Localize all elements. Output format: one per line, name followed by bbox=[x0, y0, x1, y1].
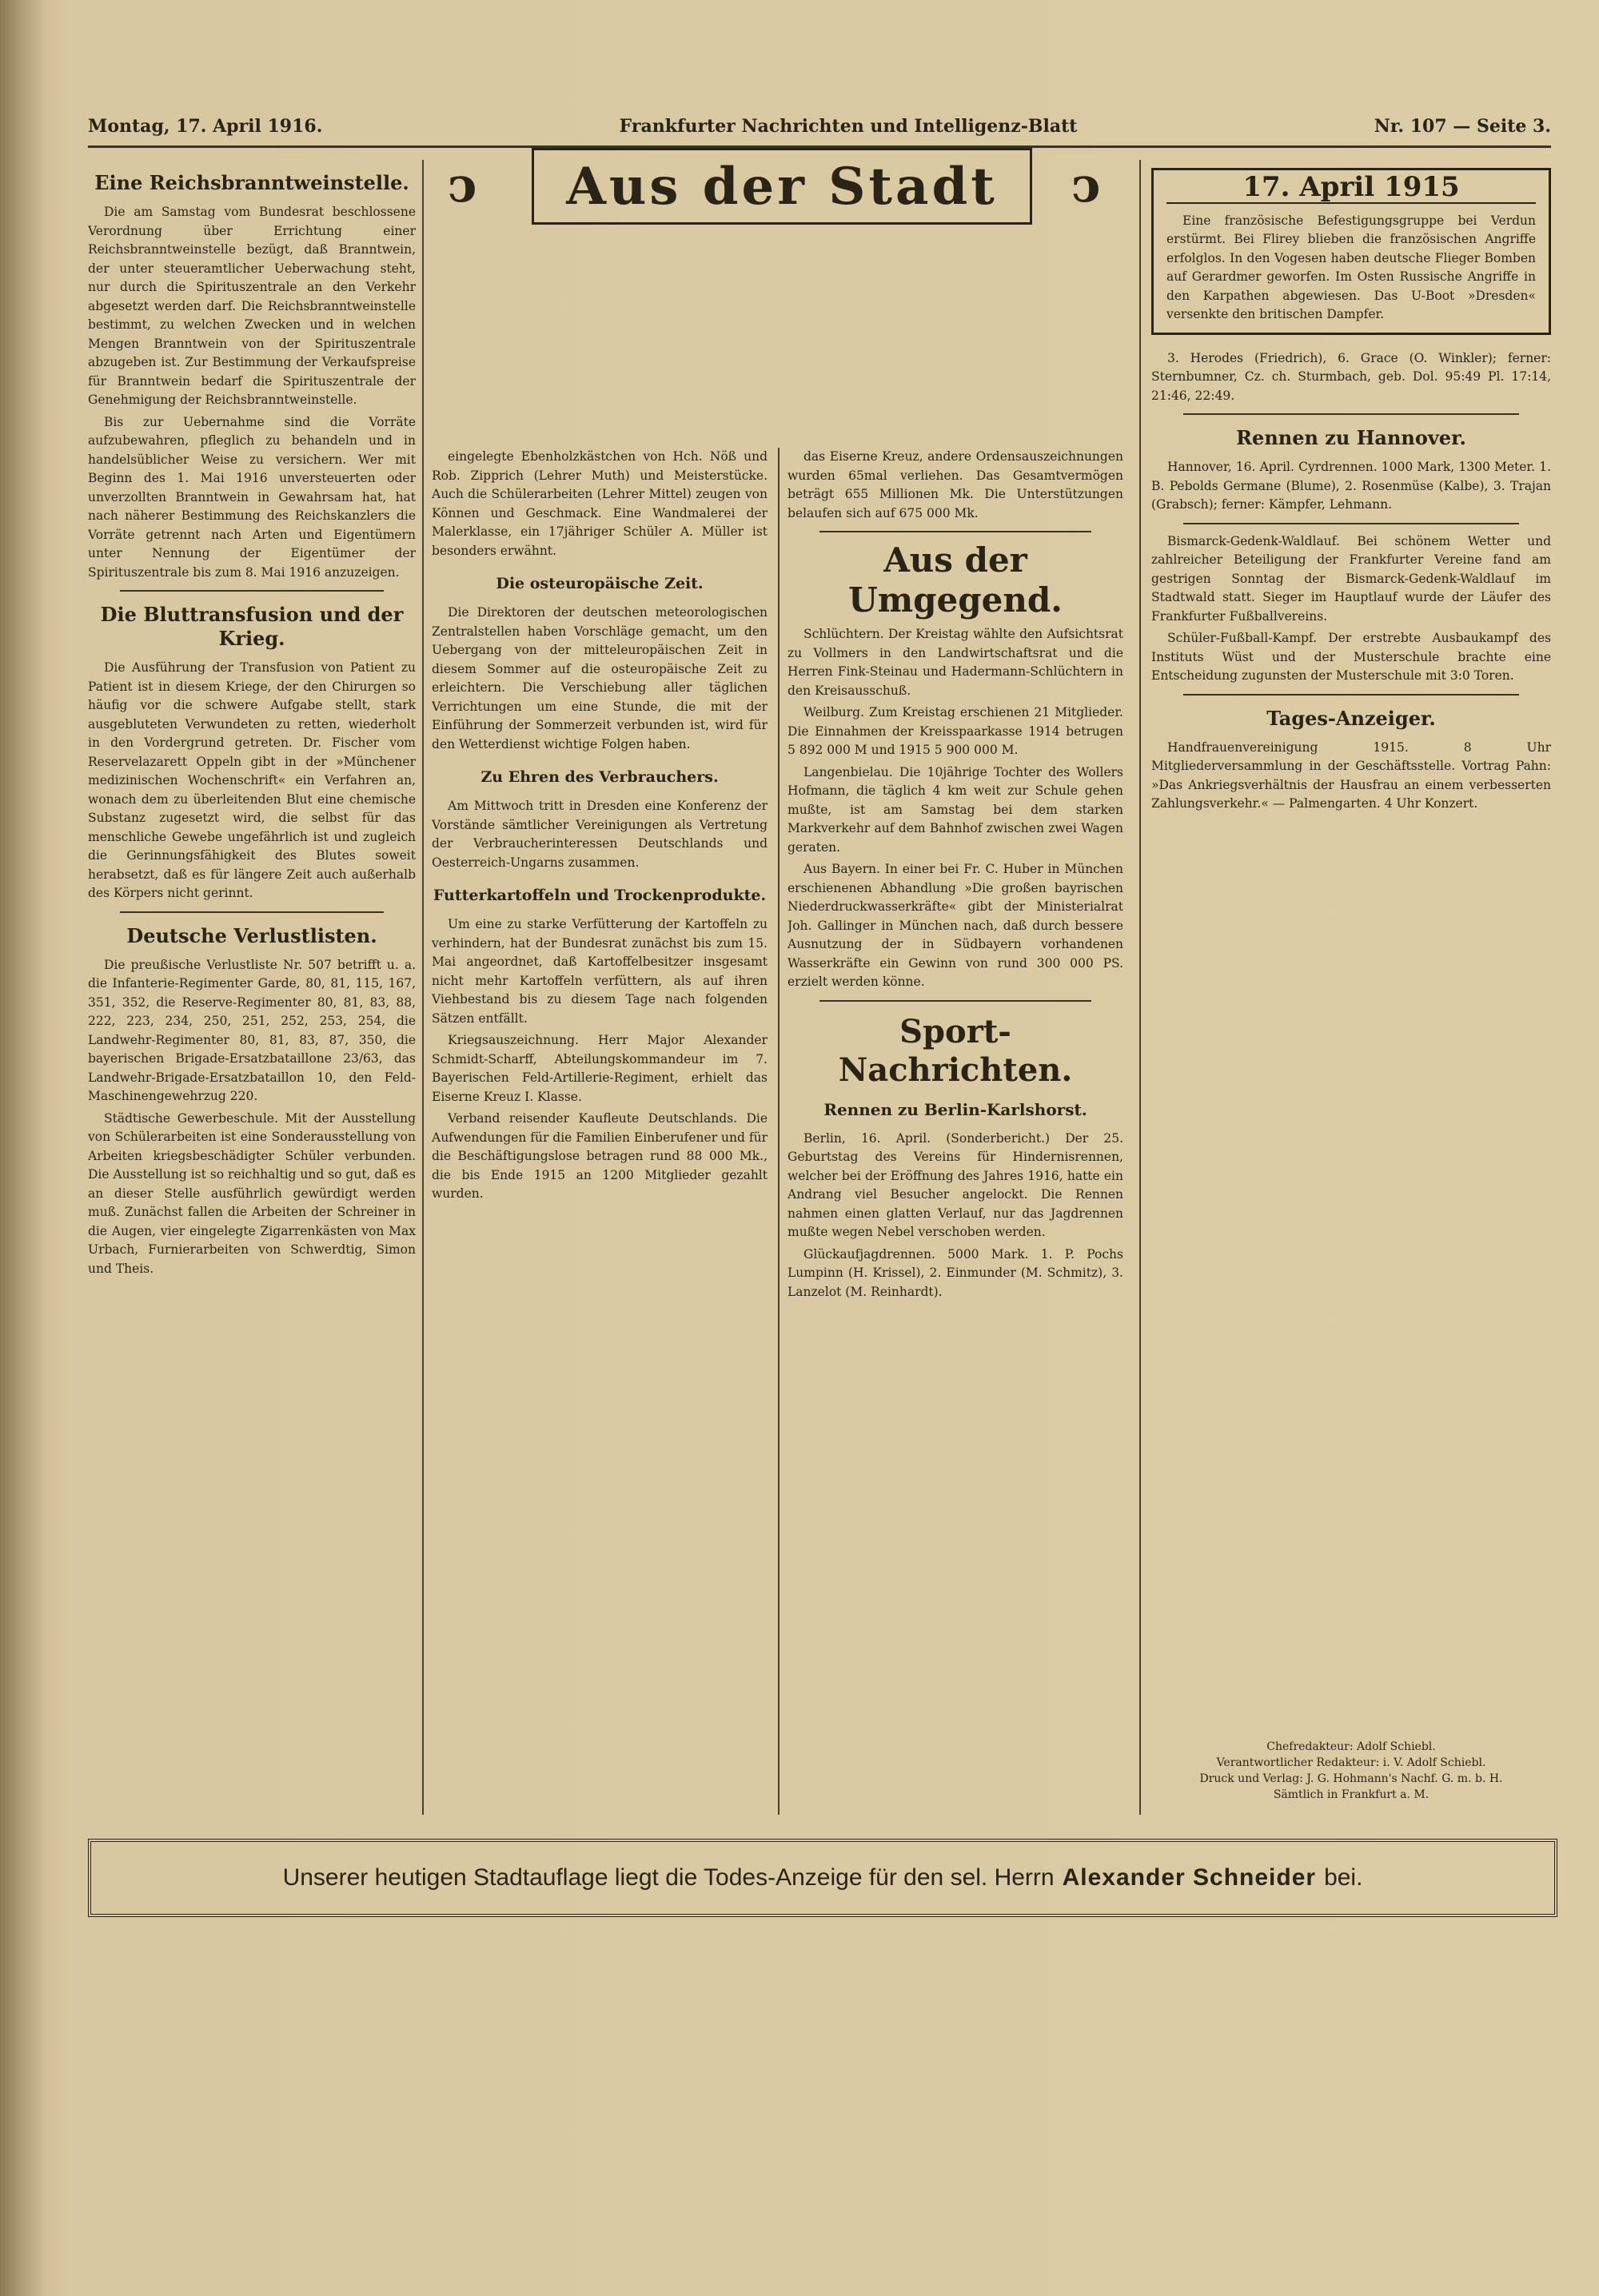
masthead-frame bbox=[532, 148, 1032, 225]
article-headline: Die Bluttransfusion und der Krieg. bbox=[100, 603, 404, 650]
anniversary-date: 17. April 1915 bbox=[1166, 178, 1536, 204]
section-divider bbox=[1183, 413, 1519, 415]
imprint-line: Verantwortlicher Redakteur: i. V. Adolf Schiebl. bbox=[1216, 1756, 1486, 1769]
banner-text-end: bei. bbox=[1324, 1864, 1363, 1891]
column-2 bbox=[432, 448, 768, 1815]
column-rule bbox=[778, 448, 780, 1815]
article-headline: Zu Ehren des Verbrauchers. bbox=[480, 768, 719, 786]
article-headline: Die osteuropäische Zeit. bbox=[496, 575, 704, 592]
article-paragraph: Langenbielau. Die 10jährige Tochter des Wollers Hofmann, die täglich 4 km weit zur Schule gehen mußte, ist am Samstag bei dem starken Markverkehr auf dem Bahnhof zwischen zwei Wagen geraten. bbox=[788, 764, 1123, 855]
header-issue: Nr. 107 — Seite 3. bbox=[1374, 116, 1551, 137]
article-paragraph: Berlin, 16. April. (Sonderbericht.) Der 25. Geburtstag des Vereins für Hindernisrennen, welcher bei der Eröffnung des Jahres 1916, hatte ein Andrang viel Besucher angelockt. Die Rennen nahmen einen glatten Verlauf, nur das Jagdrennen mußte wegen Nebel verschoben werden. bbox=[788, 1130, 1123, 1239]
article-headline: Tages-Anzeiger. bbox=[1266, 706, 1436, 730]
article-paragraph: Bis zur Uebernahme sind die Vorräte aufzubewahren, pfleglich zu behandeln und in handelsüblicher Weise zu versichern. Wer mit Beginn des 1. Mai 1916 unversteuerten oder unverzollten Branntwein in Gewahrsam hat, hat nach näherer Bestimmung des Reichskanzlers die Vorräte getrennt nach Arten und Eigentümern unter Nennung der Eigentümer der Spirituszentrale bis zum 8. Mai 1916 anzuzeigen. bbox=[88, 414, 416, 580]
article-paragraph: Kriegsauszeichnung. Herr Major Alexander Schmidt-Scharff, Abteilungskommandeur im 7. Bayerischen Feld-Artillerie-Regiment, erhielt das Eiserne Kreuz I. Klasse. bbox=[432, 1033, 768, 1104]
imprint bbox=[1151, 1739, 1551, 1803]
section-masthead bbox=[432, 148, 1135, 412]
section-divider bbox=[819, 1000, 1091, 1002]
section-divider bbox=[1183, 523, 1519, 524]
imprint-line: Sämtlich in Frankfurt a. M. bbox=[1273, 1788, 1430, 1801]
article-paragraph: Am Mittwoch tritt in Dresden eine Konferenz der Vorstände sämtlicher Vereinigungen als Vertretung der Verbraucherinteressen Deutschlands und Oesterreich-Ungarns zusammen. bbox=[432, 799, 768, 870]
article-subheadline: Rennen zu Berlin-Karlshorst. bbox=[823, 1099, 1087, 1119]
section-divider bbox=[120, 590, 384, 592]
ornament-left-icon: ↄ bbox=[448, 157, 477, 213]
death-notice-banner bbox=[88, 1839, 1557, 1917]
article-headline: Futterkartoffeln und Trockenprodukte. bbox=[433, 887, 767, 904]
article-headline: Deutsche Verlustlisten. bbox=[126, 923, 377, 947]
article-paragraph: Die Direktoren der deutschen meteorologischen Zentralstellen haben Vorschläge gemacht, um den Uebergang von der mitteleuropäischen Zeit in diesem Sommer auf die osteuropäische Zeit zu erleichtern. Die Verschiebung aller täglichen Verrichtungen um eine Stunde, die mit der Einführung der Sommerzeit verbunden ist, wird für den Wetterdienst wichtige Folgen haben. bbox=[432, 605, 768, 751]
article-paragraph: Aus Bayern. In einer bei Fr. C. Huber in München erschienenen Abhandlung »Die großen bayrischen Niederdruckwasserkräfte« gibt der Ministerialrat Joh. Gallinger in München nach, daß durch bessere Ausnutzung der in Südbayern vorhandenen Wasserkräfte ein Gewinn von rund 300 000 PS. erzielt werden könne. bbox=[788, 862, 1123, 989]
anniversary-box bbox=[1151, 168, 1551, 335]
page-binding-edge bbox=[0, 0, 44, 2296]
section-title: Aus der Stadt bbox=[566, 156, 998, 217]
column-3 bbox=[788, 448, 1123, 1815]
article-paragraph: Die preußische Verlustliste Nr. 507 betrifft u. a. die Infanterie-Regimenter Garde, 80, 81, 115, 167, 351, 352, die Reserve-Regimenter 80, 81, 83, 88, 222, 223, 234, 250, 251, 252, 253, 254, die Landwehr-Regimenter 80, 81, 83, 87, 350, die bayerischen Brigade-Ersatzbataillone 23/63, das Landwehr-Brigade-Ersatzbataillon 10, den Feld-Maschinengewehrzug 220. bbox=[88, 957, 416, 1103]
column-rule bbox=[422, 160, 424, 1815]
article-paragraph: Handfrauenvereinigung 1915. 8 Uhr Mitgliederversammlung in der Geschäftsstelle. Vortrag Pahn: »Das Ankriegsverhältnis der Hausfrau an einem verbesserten Zahlungsverkehr.« — Palmengarten. 4 Uhr Konzert. bbox=[1151, 739, 1551, 811]
banner-text: Unserer heutigen Stadtauflage liegt die Todes-Anzeige für den sel. Herrn bbox=[282, 1864, 1055, 1891]
article-paragraph: 3. Herodes (Friedrich), 6. Grace (O. Winkler); ferner: Sternbumner, Cz. ch. Sturmbach, geb. Dol. 95:49 Pl. 17:14, 21:46, 22:49. bbox=[1151, 350, 1551, 403]
header-paper-name: Frankfurter Nachrichten und Intelligenz-Blatt bbox=[619, 116, 1078, 137]
ornament-right-icon: ↄ bbox=[1071, 157, 1101, 213]
article-paragraph: Bismarck-Gedenk-Waldlauf. Bei schönem Wetter und zahlreicher Beteiligung der Frankfurter Vereine fand am gestrigen Sonntag der Bismarck-Gedenk-Waldlauf im Stadtwald statt. Sieger im Hauptlauf wurde der Läufer des Frankfurter Fußballvereins. bbox=[1151, 533, 1551, 624]
article-paragraph: Die Ausführung der Transfusion von Patient zu Patient ist in diesem Kriege, der den Chirurgen so häufig vor die schwere Aufgabe stellt, stark ausgebluteten Verwundeten zu retten, wiederholt in den Vordergrund getreten. Dr. Fischer vom Reservelazarett Oppeln gibt in der »Münchener medizinischen Wochenschrift« ein Verfahren an, wonach dem zu überleitenden Blut eine chemische Substanz zugesetzt wird, die selbst für das menschliche Gewebe ungefährlich ist und zugleich die Gerinnungsfähigkeit des Blutes soweit herabsetzt, daß es für längere Zeit auch außerhalb des Körpers nicht gerinnt. bbox=[88, 660, 416, 900]
article-headline: Rennen zu Hannover. bbox=[1236, 426, 1466, 449]
running-head bbox=[88, 110, 1551, 148]
section-divider bbox=[120, 911, 384, 913]
header-date: Montag, 17. April 1916. bbox=[88, 116, 323, 137]
article-paragraph: Schlüchtern. Der Kreistag wählte den Aufsichtsrat zu Vollmers in den Landwirtschaftsrat und die Herren Fink-Steinau und Hadermann-Schlüchtern in den Kreisausschuß. bbox=[788, 627, 1123, 698]
article-paragraph: Glückaufjagdrennen. 5000 Mark. 1. P. Pochs Lumpinn (H. Krissel), 2. Einmunder (M. Schmitz), 3. Lanzelot (M. Reinhardt). bbox=[788, 1246, 1123, 1299]
imprint-line: Druck und Verlag: J. G. Hohmann's Nachf. G. m. b. H. bbox=[1199, 1772, 1503, 1785]
section-divider bbox=[1183, 694, 1519, 696]
column-rule bbox=[1139, 160, 1141, 1815]
section-divider bbox=[819, 531, 1091, 532]
banner-name: Alexander Schneider bbox=[1062, 1864, 1317, 1891]
imprint-line: Chefredakteur: Adolf Schiebl. bbox=[1266, 1740, 1436, 1753]
article-paragraph: Die am Samstag vom Bundesrat beschlossene Verordnung über Errichtung einer Reichsbranntweinstelle bezügt, daß Branntwein, der unter steueramtlicher Ueberwachung steht, nur durch die Spirituszentrale an den Verkehr abgesetzt werden darf. Die Reichsbranntweinstelle bestimmt, zu welchen Zwecken und in welchen Mengen Branntwein von der Spirituszentrale abzugeben ist. Zur Bestimmung der Verkaufspreise für Branntwein bedarf die Spirituszentrale der Genehmigung der Reichsbranntweinstelle. bbox=[88, 205, 416, 407]
article-paragraph: das Eiserne Kreuz, andere Ordensauszeichnungen wurden 65mal verliehen. Das Gesamtvermögen beträgt 655 Millionen Mk. Die Unterstützungen belaufen sich auf 675 000 Mk. bbox=[788, 449, 1123, 520]
article-paragraph: Hannover, 16. April. Cyrdrennen. 1000 Mark, 1300 Meter. 1. B. Pebolds Germane (Blume), 2. Rosenmüse (Kalbe), 3. Trajan (Grabsch); ferner: Kämpfer, Lehmann. bbox=[1151, 460, 1551, 512]
article-headline: Eine Reichsbranntweinstelle. bbox=[94, 171, 409, 194]
article-paragraph: Verband reisender Kaufleute Deutschlands. Die Aufwendungen für die Familien Einberufener und für die Beschäftigungslose betragen rund 88 000 Mk., die bis Ende 1915 an 1200 Mitglieder gezahlt wurden. bbox=[432, 1111, 768, 1201]
article-paragraph: Städtische Gewerbeschule. Mit der Ausstellung von Schülerarbeiten ist eine Sonderausstellung von Arbeiten kriegsbeschädigter Schüler verbunden. Die Ausstellung ist so reichhaltig und so gut, daß es an dieser Stelle ausführlich gewürdigt werden muß. Zunächst fallen die Arbeiten der Schreiner in die Augen, vier eingelegte Zigarrenkästen von Max Urbach, Furnierarbeiten von Schwerdtig, Simon und Theis. bbox=[88, 1110, 416, 1276]
column-1 bbox=[88, 160, 416, 1815]
article-paragraph: eingelegte Ebenholzkästchen von Hch. Nöß und Rob. Zipprich (Lehrer Muth) und Meisterstücke. Auch die Schülerarbeiten (Lehrer Mittel) zeugen von Können und Geschmack. Eine Wandmalerei der Malerklasse, ein 17jähriger Schüler A. Müller ist besonders erwähnt. bbox=[432, 449, 768, 558]
article-headline: Aus der Umgegend. bbox=[848, 540, 1063, 620]
anniversary-text: Eine französische Befestigungsgruppe bei Verdun erstürmt. Bei Flirey blieben die französischen Angriffe erfolglos. In den Vogesen haben deutsche Flieger Bomben auf Gerardmer geworfen. Im Osten Russische Angriffe in den Karpathen abgewiesen. Das U-Boot »Dresden« versenkte den britischen Dampfer. bbox=[1166, 213, 1536, 321]
article-paragraph: Schüler-Fußball-Kampf. Der erstrebte Ausbaukampf des Instituts Wüst und der Musterschule brachte eine Entscheidung zugunsten der Musterschule mit 3:0 Toren. bbox=[1151, 631, 1551, 683]
article-headline: Sport-Nachrichten. bbox=[838, 1012, 1073, 1089]
column-4 bbox=[1151, 168, 1551, 1815]
article-paragraph: Weilburg. Zum Kreistag erschienen 21 Mitglieder. Die Einnahmen der Kreisspaarkasse 1914 betrugen 5 892 000 M und 1915 5 900 000 M. bbox=[788, 705, 1123, 757]
article-paragraph: Um eine zu starke Verfütterung der Kartoffeln zu verhindern, hat der Bundesrat zunächst bis zum 15. Mai angeordnet, daß Kartoffelbesitzer insgesamt nicht mehr Kartoffeln verfüttern, als auf ihren Viehbestand bis zu diesem Tage nach folgenden Sätzen entfällt. bbox=[432, 917, 768, 1026]
